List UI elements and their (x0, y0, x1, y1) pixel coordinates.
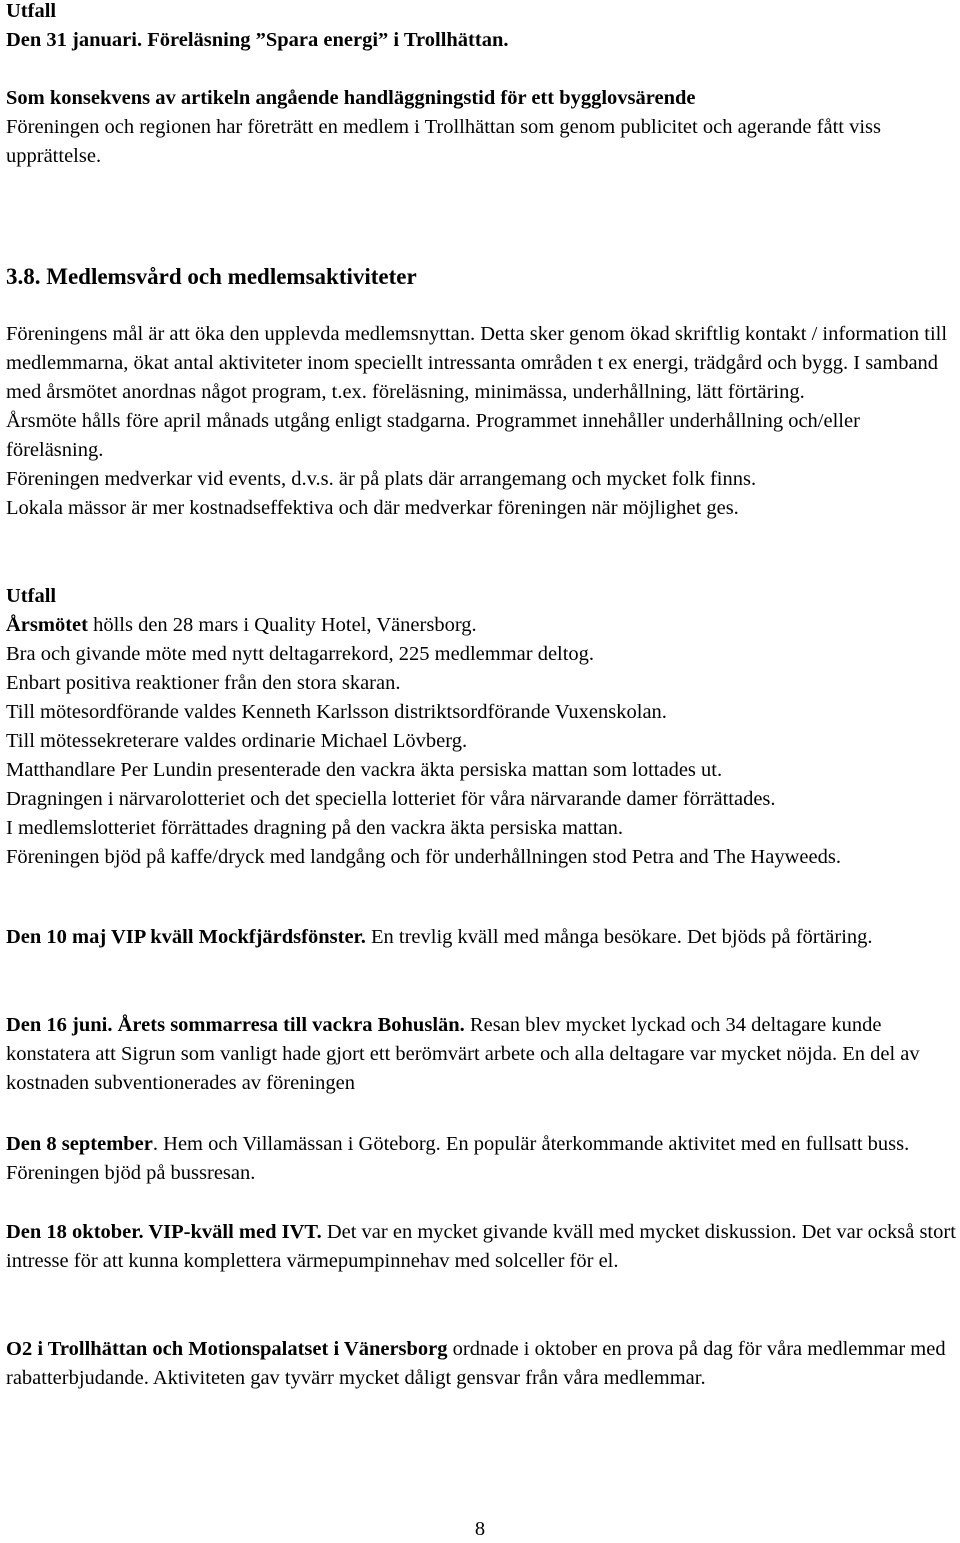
utfall-block-1 (6, 0, 956, 55)
section-heading: 3.8. Medlemsvård och medlemsaktiviteter (6, 264, 417, 289)
event-text: ordnade i oktober en prova på dag för våra medlemmar med rabatterbjudande. Aktiviteten gav tyvärr mycket dåligt gensvar från våra medlemmar. (6, 1338, 946, 1389)
arsmote-line (6, 611, 956, 640)
section-body (6, 320, 956, 523)
event-text: . Hem och Villamässan i Göteborg. En populär återkommande aktivitet med en fullsatt buss. Föreningen bjöd på bussresan. (6, 1133, 910, 1184)
section-heading-block (6, 262, 956, 291)
event-october (6, 1218, 956, 1276)
bygglov-block (6, 84, 956, 171)
event-text: Resan blev mycket lyckad och 34 deltagare kunde konstatera att Sigrun som vanligt hade gjort ett berömvärt arbete och alla deltagare var mycket nöjda. En del av kostnaden subventionerades av föreningen (6, 1014, 920, 1094)
utfall-line: Bra och givande möte med nytt deltagarrekord, 225 medlemmar deltog. (6, 643, 595, 665)
page-number: 8 (474, 1518, 486, 1540)
utfall-line: Dragningen i närvarolotteriet och det speciella lotteriet för våra närvarande damer förrättades. (6, 788, 776, 810)
event-text: En trevlig kväll med många besökare. Det bjöds på förtäring. (365, 926, 873, 948)
utfall-line: Till mötessekreterare valdes ordinarie Michael Lövberg. (6, 730, 468, 752)
utfall-label-2: Utfall (6, 585, 57, 607)
utfall-line: I medlemslotteriet förrättades dragning på den vackra äkta persiska mattan. (6, 817, 624, 839)
utfall-line: Föreningen bjöd på kaffe/dryck med landgång och för underhållningen stod Petra and The Hayweeds. (6, 846, 841, 868)
event-o2-motionspalatset (6, 1335, 956, 1393)
bygglov-text: Föreningen och regionen har företrätt en medlem i Trollhättan som genom publicitet och agerande fått viss upprättelse. (6, 116, 882, 167)
section-intro: Föreningens mål är att öka den upplevda medlemsnyttan. Detta sker genom ökad skriftlig kontakt / information till medlemmarna, ökat antal aktiviteter inom speciellt intressanta områden t ex energi, trädgård och bygg. I samband med årsmötet anordnas något program, t.ex. föreläsning, minimässa, underhållning, lätt förtäring. (6, 323, 948, 403)
bygglov-bold-line: Som konsekvens av artikeln angående handläggningstid för ett bygglovsärende (6, 87, 696, 109)
event-summer-trip (6, 1011, 956, 1098)
section-line-2: Årsmöte hålls före april månads utgång enligt stadgarna. Programmet innehåller underhållning och/eller föreläsning. (6, 410, 860, 461)
arsmote-rest: hölls den 28 mars i Quality Hotel, Vänersborg. (87, 614, 477, 636)
event-title: Den 8 september (6, 1133, 153, 1155)
arsmote-bold: Årsmötet (6, 614, 88, 636)
event-title: O2 i Trollhättan och Motionspalatset i Vänersborg (6, 1338, 448, 1360)
event-september (6, 1130, 956, 1188)
section-line-3: Föreningen medverkar vid events, d.v.s. är på plats där arrangemang och mycket folk finns. (6, 468, 757, 490)
event-vip-may (6, 923, 956, 952)
utfall-label: Utfall (6, 0, 57, 22)
lecture-line: Den 31 januari. Föreläsning ”Spara energi” i Trollhättan. (6, 29, 509, 51)
utfall-line: Matthandlare Per Lundin presenterade den vackra äkta persiska mattan som lottades ut. (6, 759, 723, 781)
utfall-block-2 (6, 582, 956, 872)
event-text: Det var en mycket givande kväll med mycket diskussion. Det var också stort intresse för att kunna komplettera värmepumpinnehav med solceller för el. (6, 1221, 956, 1272)
section-line-4: Lokala mässor är mer kostnadseffektiva och där medverkar föreningen när möjlighet ges. (6, 497, 739, 519)
event-title: Den 16 juni. Årets sommarresa till vackra Bohuslän. (6, 1014, 465, 1036)
event-title: Den 10 maj VIP kväll Mockfjärdsfönster. (6, 926, 366, 948)
utfall-line: Enbart positiva reaktioner från den stora skaran. (6, 672, 401, 694)
event-title: Den 18 oktober. VIP-kväll med IVT. (6, 1221, 322, 1243)
utfall-line: Till mötesordförande valdes Kenneth Karlsson distriktsordförande Vuxenskolan. (6, 701, 667, 723)
